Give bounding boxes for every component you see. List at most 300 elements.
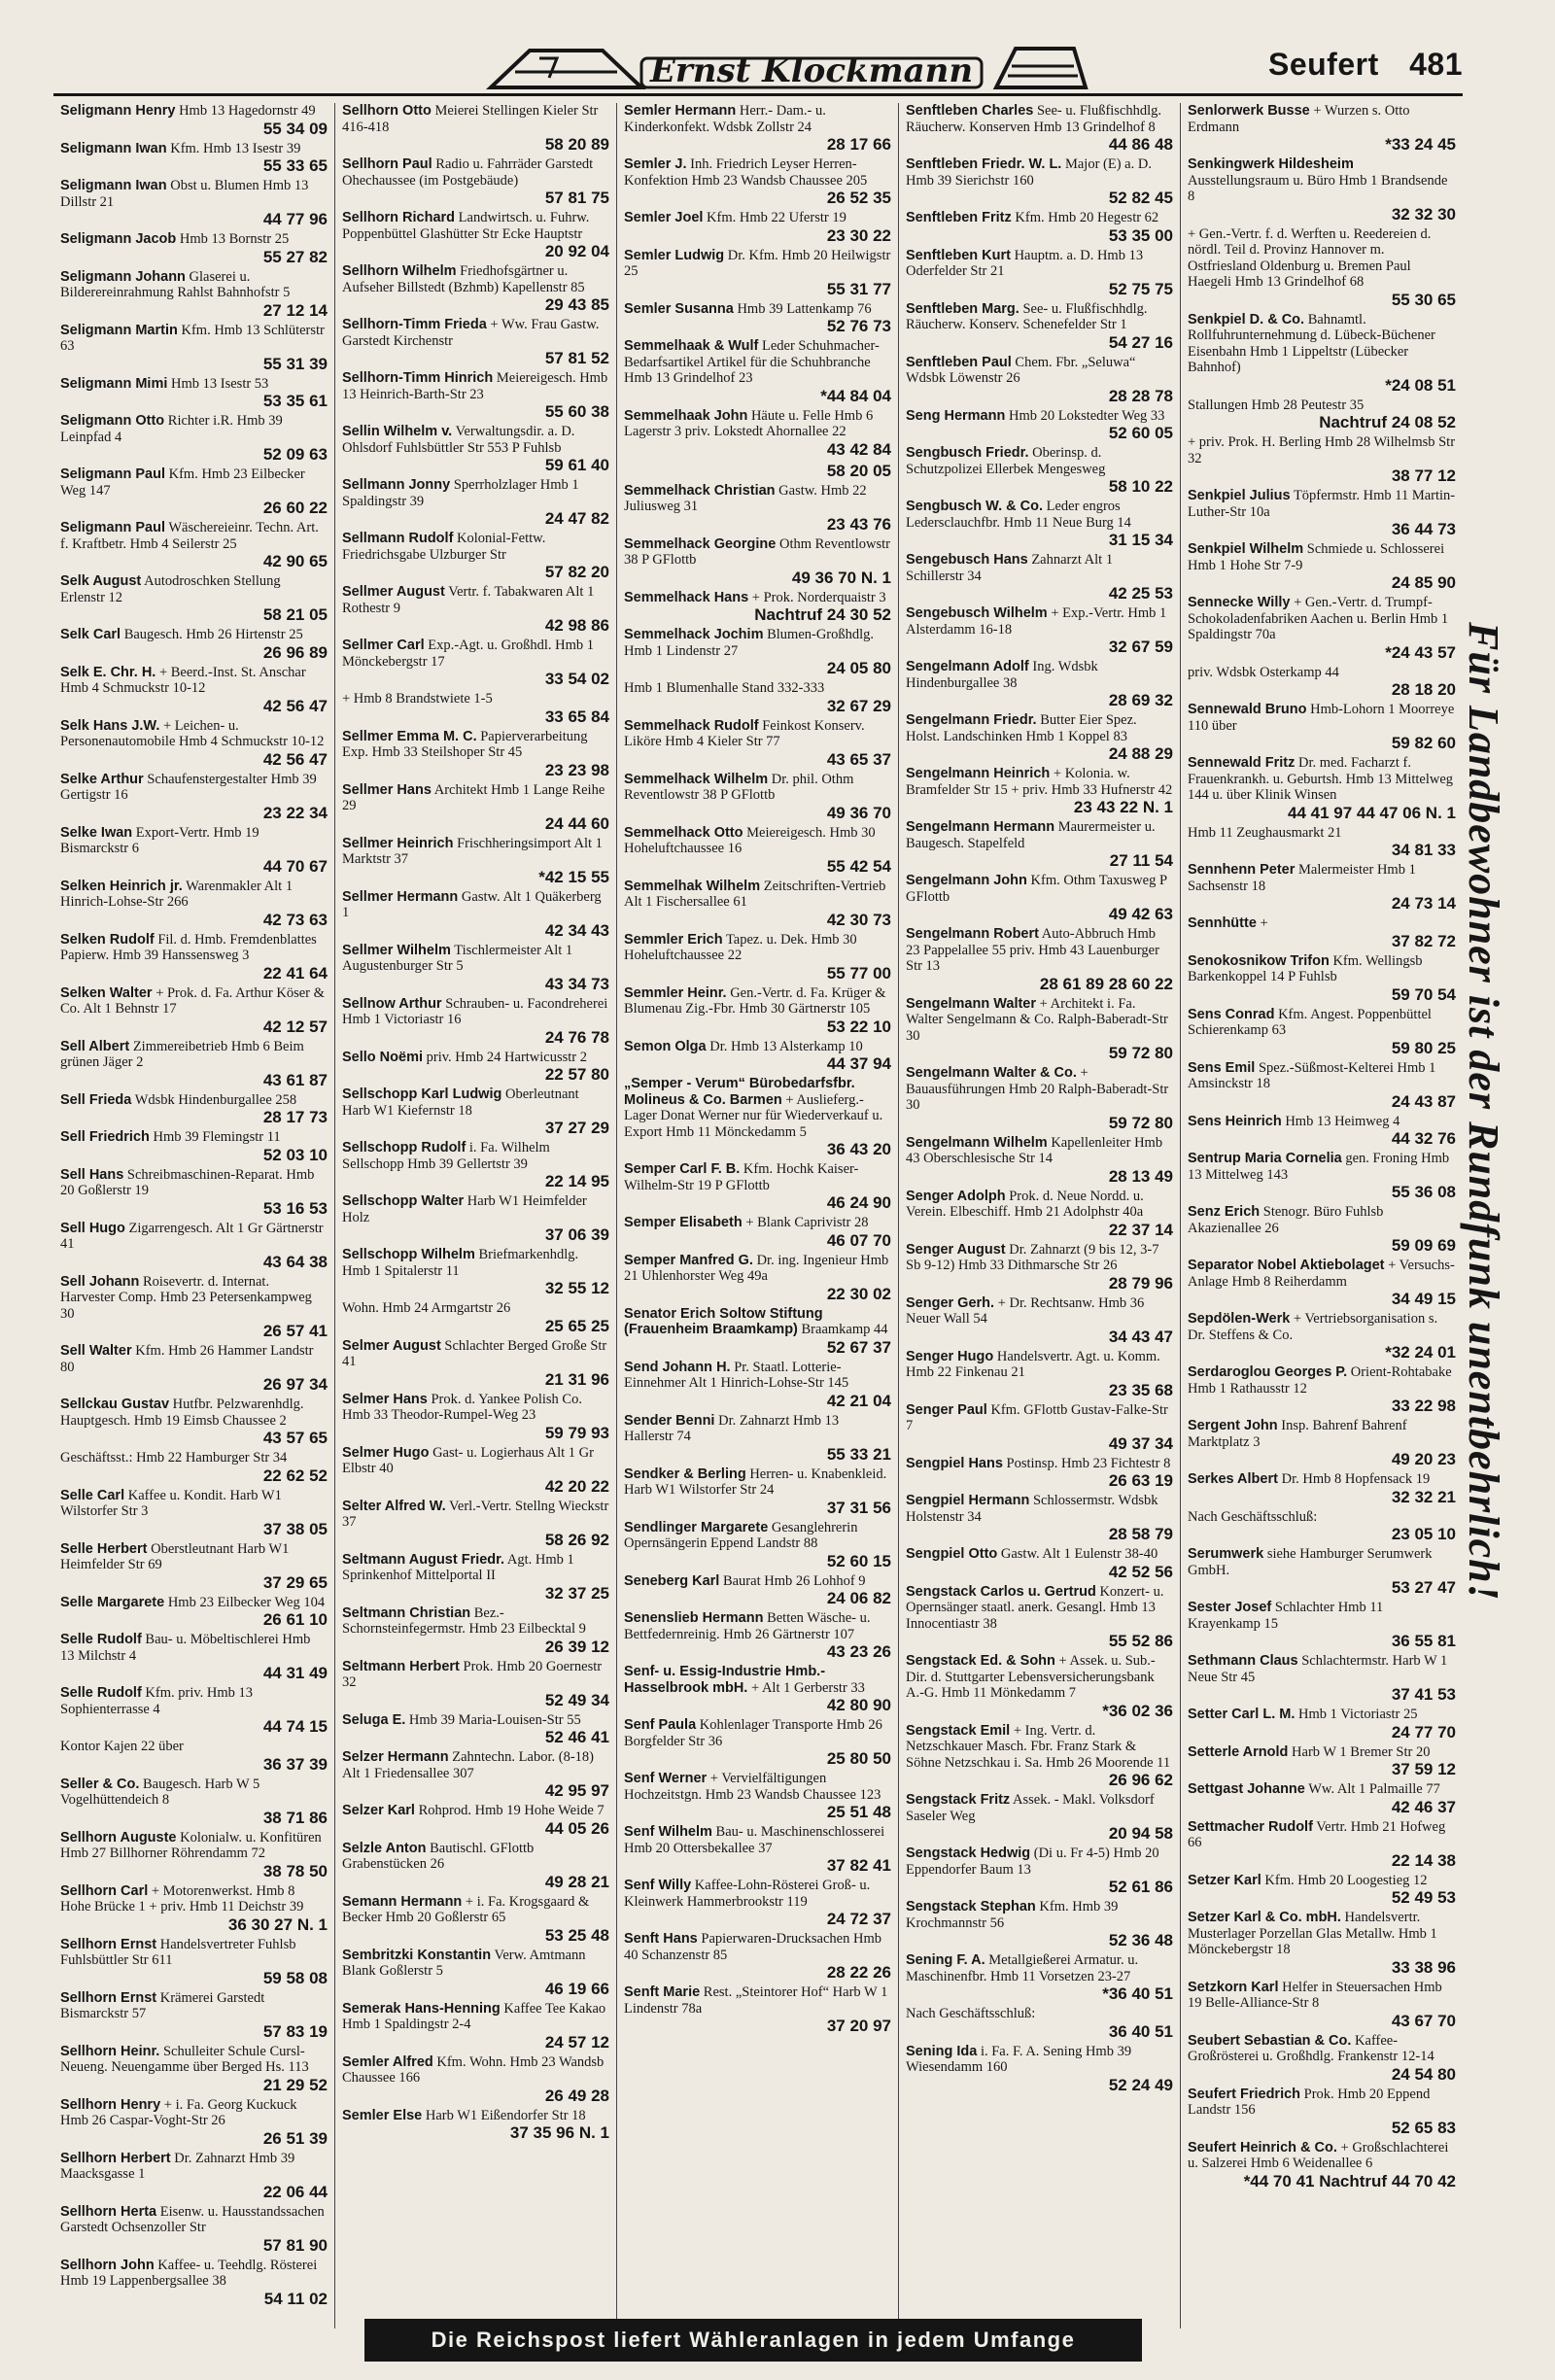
entry-details: Töpfermstr. Hmb 11 Martin-Luther-Str 10a	[1188, 488, 1456, 520]
entry-name: Sello Noëmi	[342, 1049, 423, 1065]
entry-name: Selter Alfred W.	[342, 1498, 446, 1514]
entry-details: Wohn. Hmb 24 Armgartstr 26	[342, 1300, 511, 1316]
entry-phone: 42 12 57	[262, 1017, 328, 1036]
entry-name: Sengelmann Wilhelm	[906, 1134, 1048, 1151]
entry-phone: 27 12 14	[262, 300, 328, 320]
entry-details: + Exp.-Vertr. Hmb 1 Alsterdamm 16-18	[906, 605, 1167, 638]
directory-entry	[1188, 226, 1456, 309]
directory-entry	[342, 1499, 609, 1549]
entry-name: Setter Carl L. M.	[1188, 1707, 1296, 1722]
entry-phone: 24 06 82	[826, 1589, 891, 1607]
entry-details: Auto-Abbruch Hmb 23 Pappelallee 55 priv. Hmb 43 Lauenburger Str 13	[906, 926, 1159, 974]
directory-entry	[906, 766, 1173, 816]
entry-name: Seng Hermann	[906, 407, 1006, 424]
entry-name: Sellschopp Walter	[342, 1193, 465, 1209]
entry-name: Semper Elisabeth	[624, 1215, 743, 1230]
entry-phone: 36 44 73	[1391, 520, 1456, 538]
directory-entry	[342, 531, 609, 581]
entry-name: Sellhorn Richard	[342, 210, 456, 225]
directory-entry	[342, 729, 609, 779]
entry-phone: 52 49 34	[544, 1690, 609, 1709]
entry-phone: 57 82 20	[544, 563, 609, 581]
directory-entry	[1188, 1509, 1456, 1544]
directory-entry	[60, 2258, 328, 2308]
directory-entry	[1188, 915, 1456, 950]
entry-name: Send Johann H.	[624, 1359, 731, 1375]
entry-name: Sellhorn Herta	[60, 2203, 157, 2220]
directory-entry	[60, 231, 328, 266]
entry-details: + Vervielfältigungen Hochzeitstgn. Hmb 23 Wandsb Chaussee 123	[624, 1771, 881, 1803]
entry-details: Butter Eier Spez. Holst. Landschinken Hmb 1 Koppel 83	[906, 712, 1137, 744]
entry-details: Tapez. u. Dek. Hmb 30 Hoheluftchaussee 22	[624, 931, 857, 963]
entry-details: Ww. Alt 1 Palmaille 77	[1308, 1781, 1440, 1797]
entry-phone: 37 31 56	[826, 1498, 891, 1517]
entry-details: + Ww. Frau Gastw. Garstedt Kirchenstr	[342, 317, 600, 349]
entry-name: Sengelmann Heinrich	[906, 766, 1051, 781]
entry-details: Geschäftsst.: Hmb 22 Hamburger Str 34	[60, 1450, 288, 1466]
entry-name: Senf Willy	[624, 1878, 692, 1893]
directory-entry	[624, 156, 891, 207]
entry-name: Sell Hugo	[60, 1220, 125, 1236]
entry-name: Sell Hans	[60, 1166, 124, 1183]
directory-entry	[906, 1845, 1173, 1896]
directory-entry	[624, 536, 891, 587]
directory-entry	[1188, 702, 1456, 752]
directory-entry	[624, 103, 891, 154]
entry-name: Sengstack Stephan	[906, 1899, 1036, 1914]
directory-entry	[624, 1717, 891, 1768]
directory-entry	[342, 943, 609, 993]
entry-details: siehe Hamburger Serumwerk GmbH.	[1188, 1546, 1433, 1578]
entry-phone: *36 02 36	[1102, 1701, 1173, 1720]
directory-entry	[342, 210, 609, 260]
footer-banner: Die Reichspost liefert Wähleranlagen in jedem Umfange	[364, 2319, 1142, 2362]
directory-entry	[1188, 1258, 1456, 1308]
directory-column-4	[899, 103, 1181, 2328]
entry-details: Bahnamtl. Rollfuhrunternehmung d. Lübeck-Büchener Eisenbahn Hmb 1 Lippeltstr (Lübecker Bahnhof)	[1188, 311, 1435, 375]
entry-name: Seligmann Paul	[60, 520, 165, 535]
entry-phone: 55 52 86	[1108, 1632, 1173, 1650]
entry-details: Assek. - Makl. Volksdorf Saseler Weg	[906, 1792, 1155, 1824]
entry-phone: 34 81 33	[1391, 841, 1456, 859]
entry-details: Kfm. Hmb 13 Isestr 39	[170, 140, 301, 156]
entry-name: Sellhorn Heinr.	[60, 2043, 160, 2059]
entry-details: Architekt Hmb 1 Lange Reihe 29	[342, 781, 605, 813]
directory-entry	[1188, 488, 1456, 538]
entry-name: Sellmer Wilhelm	[342, 942, 451, 958]
entry-name: Sennhenn Peter	[1188, 862, 1296, 878]
entry-phone: 46 07 70	[826, 1230, 891, 1250]
directory-entry	[60, 2097, 328, 2148]
entry-name: Selmer Hans	[342, 1391, 428, 1407]
entry-name: Seligmann Otto	[60, 413, 165, 429]
entry-details: Papierwaren-Drucksachen Hmb 40 Schanzenstr 85	[624, 1931, 881, 1963]
entry-details: Oberinsp. d. Schutzpolizei Ellerbek Mengesweg	[906, 445, 1106, 477]
entry-phone: 59 58 08	[262, 1968, 328, 1987]
entry-phone: 28 18 20	[1391, 680, 1456, 699]
directory-entry	[60, 1092, 328, 1127]
entry-name: Sengstack Ed. & Sohn	[906, 1653, 1055, 1669]
directory-entry	[60, 520, 328, 570]
entry-details: Dr. phil. Othm Reventlowstr 38 P GFlottb	[624, 771, 854, 803]
entry-name: Senkpiel D. & Co.	[1188, 311, 1305, 328]
entry-details: Frischheringsimport Alt 1 Marktstr 37	[342, 835, 603, 867]
entry-details: Stenogr. Büro Fuhlsb Akazienallee 26	[1188, 1204, 1384, 1236]
entry-details: Wdsbk Hindenburgallee 258	[134, 1091, 297, 1108]
entry-name: Senftleben Kurt	[906, 247, 1011, 263]
entry-phone: 49 36 70 N. 1	[791, 568, 891, 587]
entry-details: Kaffee- u. Teehdlg. Rösterei Hmb 19 Lappenbergsallee 38	[60, 2257, 318, 2289]
entry-name: Sengelmann Robert	[906, 926, 1039, 942]
directory-entry	[624, 1664, 891, 1714]
directory-entry	[624, 985, 891, 1036]
directory-entry	[1188, 1060, 1456, 1111]
directory-entry	[60, 1595, 328, 1630]
entry-phone: *44 70 41 Nachtruf 44 70 42	[1243, 2171, 1456, 2190]
entry-details: + Auslieferg.-Lager Donat Werner nur für Wiederverkauf u. Export Hmb 11 Mönckedamm 5	[624, 1091, 883, 1140]
entry-details: Spez.-Süßmost-Kelterei Hmb 1 Amsinckstr 18	[1188, 1059, 1436, 1091]
entry-name: Sethmann Claus	[1188, 1653, 1298, 1669]
entry-name: Sellnow Arthur	[342, 995, 442, 1012]
entry-phone: 37 20 97	[826, 2017, 891, 2035]
directory-entry	[1188, 595, 1456, 662]
entry-details: Insp. Bahrenf Bahrenf Marktplatz 3	[1188, 1418, 1407, 1450]
entry-details: Dr. Kfm. Hmb 20 Heilwigstr 25	[624, 247, 891, 279]
entry-phone: 46 19 66	[544, 1979, 609, 1998]
entry-name: Selk August	[60, 573, 142, 589]
entry-details: Kaffee-Lohn-Rösterei Groß- u. Kleinwerk Hammerbrookstr 119	[624, 1878, 871, 1910]
directory-entry	[906, 1584, 1173, 1651]
entry-details: Hmb 11 Zeughausmarkt 21	[1188, 824, 1342, 841]
entry-phone: 28 17 66	[826, 135, 891, 154]
entry-name: Semler Alfred	[342, 2053, 433, 2070]
entry-details: Meierei Stellingen Kieler Str 416-418	[342, 103, 599, 135]
entry-details: Schmiede u. Schlosserei Hmb 1 Hohe Str 7-9	[1188, 541, 1445, 573]
entry-phone: 43 67 70	[1391, 2011, 1456, 2030]
entry-details: Baurat Hmb 26 Lohhof 9	[722, 1572, 866, 1589]
directory-entry	[60, 1274, 328, 1341]
entry-phone: 43 61 87	[262, 1070, 328, 1089]
entry-details: + Blank Caprivistr 28	[745, 1215, 869, 1230]
entry-name: Sentrup Maria Cornelia	[1188, 1151, 1342, 1166]
entry-details: Dr. Zahnarzt (9 bis 12, 3-7 Sb 9-12) Hmb 33 Dithmarsche Str 26	[906, 1241, 1159, 1273]
entry-name: Semmelhack Georgine	[624, 535, 777, 552]
entry-name: Semmelhak Wilhelm	[624, 878, 761, 894]
entry-name: Setzer Karl	[1188, 1872, 1261, 1888]
entry-details: Major (E) a. D. Hmb 39 Sierichstr 160	[906, 156, 1152, 189]
entry-name: Selk Hans J.W.	[60, 717, 160, 734]
entry-details: Prok. d. Yankee Polish Co. Hmb 33 Theodor-Rumpel-Weg 23	[342, 1391, 582, 1423]
entry-phone: 59 72 80	[1108, 1113, 1173, 1132]
entry-phone: 32 67 59	[1108, 638, 1173, 656]
directory-entry	[342, 2108, 609, 2143]
entry-details: Zahntechn. Labor. (8-18) Alt 1 Friedensallee 307	[342, 1749, 594, 1781]
entry-details: Handelsvertreter Fuhlsb Fuhlsbüttler Str 611	[60, 1936, 296, 1968]
entry-name: Senokosnikow Trifon	[1188, 952, 1330, 969]
entry-phone: 58 26 92	[544, 1530, 609, 1549]
entry-phone: 55 33 21	[826, 1444, 891, 1464]
entry-details: + Architekt i. Fa. Walter Sengelmann & Co. Ralph-Baberadt-Str 30	[906, 995, 1168, 1044]
entry-details: Fil. d. Hmb. Fremdenblattes Papierw. Hmb 39 Hanssensweg 3	[60, 931, 317, 963]
entry-details: Schrauben- u. Facondreherei Hmb 1 Victoriastr 16	[342, 995, 608, 1027]
entry-details: Warenmakler Alt 1 Hinrich-Lohse-Str 266	[60, 878, 294, 910]
directory-entry	[1188, 1151, 1456, 1201]
directory-entry	[906, 819, 1173, 870]
entry-details: Schlachter Hmb 11 Krayenkamp 15	[1188, 1600, 1384, 1632]
entry-details: Braamkamp 44	[801, 1322, 888, 1337]
entry-details: Bau- u. Möbeltischlerei Hmb 13 Milchstr 4	[60, 1632, 311, 1664]
directory-entry	[342, 1712, 609, 1747]
entry-phone: 55 27 82	[262, 247, 328, 266]
entry-name: Sellschopp Wilhelm	[342, 1247, 475, 1262]
entry-details: Kfm. Hmb 23 Eilbecker Weg 147	[60, 466, 305, 499]
ernst-klockmann-logo	[471, 43, 1093, 93]
directory-entry	[624, 1076, 891, 1158]
directory-entry	[1188, 397, 1456, 432]
entry-phone: 44 70 67	[262, 856, 328, 876]
directory-entry	[624, 1466, 891, 1517]
entry-details: Schulleiter Schule Cursl-Neueng. Neuengamme über Berged Hs. 113	[60, 2043, 309, 2075]
directory-entry	[60, 1937, 328, 1987]
entry-phone: 59 82 60	[1391, 734, 1456, 752]
entry-details: + priv. Prok. H. Berling Hmb 28 Wilhelmsb Str 32	[1188, 434, 1456, 466]
directory-entry	[1188, 1707, 1456, 1742]
entry-name: Setzer Karl & Co. mbH.	[1188, 1910, 1341, 1925]
entry-name: Sengbusch W. & Co.	[906, 499, 1043, 514]
directory-entry	[60, 1830, 328, 1880]
directory-entry	[1188, 156, 1456, 224]
entry-details: Leder engros Ledersclauchfbr. Hmb 11 Neue Burg 14	[906, 499, 1131, 531]
entry-details: Hmb 1 Victoriastr 25	[1298, 1707, 1418, 1722]
entry-phone: Nachtruf 24 30 52	[754, 605, 891, 624]
entry-phone: 28 28 78	[1108, 386, 1173, 405]
directory-entry	[342, 691, 609, 726]
entry-details: Kaffee-Großrösterei u. Großhdlg. Frankenstr 12-14	[1188, 2032, 1434, 2064]
entry-details: Baugesch. Harb W 5 Vogelhüttendeich 8	[60, 1776, 260, 1808]
entry-name: Serumwerk	[1188, 1546, 1264, 1562]
entry-phone: 46 24 90	[826, 1193, 891, 1212]
directory-entry	[624, 1573, 891, 1608]
entry-name: „Semper - Verum“ Bürobedarfsfbr. Molineus & Co. Barmen	[624, 1076, 855, 1108]
entry-name: Selle Carl	[60, 1487, 125, 1503]
entry-name: Seller & Co.	[60, 1776, 140, 1792]
entry-name: Settmacher Rudolf	[1188, 1818, 1313, 1835]
entry-name: Semmelhack Hans	[624, 589, 749, 605]
entry-phone: 26 51 39	[262, 2128, 328, 2148]
entry-phone: 58 10 22	[1108, 477, 1173, 496]
entry-details: Prok. d. Neue Nordd. u. Verein. Elbeschiff. Hmb 21 Adolphstr 40a	[906, 1188, 1144, 1220]
entry-name: Seneberg Karl	[624, 1572, 720, 1589]
entry-details: Hmb 20 Lokstedter Weg 33	[1008, 407, 1165, 424]
entry-name: Selk Carl	[60, 627, 121, 642]
entry-phone: 22 30 02	[826, 1284, 891, 1303]
entry-phone: 37 82 41	[826, 1856, 891, 1875]
directory-entry	[60, 1450, 328, 1485]
entry-details: Orient-Rohtabake Hmb 1 Rathausstr 12	[1188, 1364, 1452, 1397]
directory-entry	[906, 1189, 1173, 1239]
directory-entry	[1188, 1873, 1456, 1908]
entry-details: + i. Fa. Georg Kuckuck Hmb 26 Caspar-Voght-Str 26	[60, 2096, 297, 2128]
entry-phone: 26 60 22	[262, 499, 328, 517]
entry-details: Hmb 1 Blumenhalle Stand 332-333	[624, 680, 825, 696]
entry-details: Rest. „Steintorer Hof“ Harb W 1 Lindenstr 78a	[624, 1984, 888, 2017]
entry-name: Semmelhaak & Wulf	[624, 338, 759, 354]
entry-name: Sellmer Heinrich	[342, 835, 454, 851]
entry-phone: 57 83 19	[262, 2021, 328, 2041]
entry-details: Schreibmaschinen-Reparat. Hmb 20 Goßlerstr 19	[60, 1166, 315, 1198]
entry-name: Senger Paul	[906, 1401, 987, 1418]
entry-details: Nach Geschäftsschluß:	[1188, 1508, 1318, 1525]
directory-entry	[906, 445, 1173, 496]
directory-entry	[342, 1552, 609, 1603]
entry-phone: 55 31 39	[262, 354, 328, 373]
entry-phone: 38 71 86	[262, 1808, 328, 1827]
directory-entry	[1188, 755, 1456, 822]
entry-details: i. Fa. F. A. Sening Hmb 39 Wiesendamm 160	[906, 2043, 1132, 2075]
side-slogan	[1460, 622, 1547, 1730]
entry-phone: 42 98 86	[544, 616, 609, 635]
entry-details: Zeitschriften-Vertrieb Alt 1 Fischersallee 61	[624, 878, 886, 910]
directory-entry	[1188, 825, 1456, 860]
entry-phone: 28 22 26	[826, 1963, 891, 1982]
entry-details: Othm Reventlowstr 38 P GFlottb	[624, 535, 890, 568]
entry-phone: 59 79 93	[544, 1423, 609, 1442]
entry-name: Senftleben Paul	[906, 354, 1012, 370]
entry-name: Senz Erich	[1188, 1204, 1261, 1220]
running-head-name: Seufert	[1267, 47, 1379, 82]
directory-column-5	[1181, 103, 1463, 2328]
directory-entry	[342, 1948, 609, 1998]
entry-phone: 49 36 70	[826, 803, 891, 822]
entry-name: Sellmann Jonny	[342, 477, 451, 493]
entry-name: Sendker & Berling	[624, 1466, 746, 1482]
directory-entry	[1188, 1819, 1456, 1870]
entry-phone: 53 16 53	[262, 1198, 328, 1218]
entry-phone: 53 25 48	[544, 1925, 609, 1945]
directory-entry	[624, 1039, 891, 1074]
entry-phone: 26 97 34	[262, 1375, 328, 1394]
entry-phone: 42 52 56	[1108, 1562, 1173, 1581]
entry-name: Sepdölen-Werk	[1188, 1311, 1291, 1327]
entry-details: Kfm. Wohn. Hmb 23 Wandsb Chaussee 166	[342, 2053, 605, 2086]
entry-phone: 23 05 10	[1391, 1525, 1456, 1543]
page-number: 481	[1409, 47, 1463, 82]
directory-entry	[60, 269, 328, 320]
entry-details: Kohlenlager Transporte Hmb 26 Borgfelder Str 36	[624, 1717, 882, 1749]
directory-entry	[906, 926, 1173, 993]
directory-entry	[60, 1488, 328, 1538]
directory-entry	[1188, 1653, 1456, 1704]
entry-phone: 33 38 96	[1391, 1957, 1456, 1977]
entry-phone: 24 05 80	[826, 659, 891, 677]
entry-name: Semmler Erich	[624, 931, 723, 948]
entry-name: Selle Rudolf	[60, 1685, 142, 1701]
entry-details: Betten Wäsche- u. Bettfedernreinig. Hmb 26 Gärtnerstr 107	[624, 1610, 871, 1642]
directory-entry	[906, 1952, 1173, 2003]
entry-name: Semmler Heinr.	[624, 984, 727, 1001]
entry-phone: 59 80 25	[1391, 1038, 1456, 1057]
entry-details: Tischlermeister Alt 1 Augustenburger Str 5	[342, 942, 573, 974]
entry-phone: 52 75 75	[1108, 279, 1173, 298]
entry-name: Senf Paula	[624, 1717, 697, 1733]
entry-name: Semerak Hans-Henning	[342, 2000, 501, 2017]
entry-details: Kfm. Othm Taxusweg P GFlottb	[906, 873, 1167, 905]
directory-entry	[342, 424, 609, 474]
entry-details: Schlossermstr. Wdsbk Holstenstr 34	[906, 1493, 1158, 1525]
entry-details: Meiereigesch. Hmb 30 Hoheluftchaussee 16	[624, 824, 876, 856]
entry-details: Agt. Hmb 1 Sprinkenhof Mittelportal II	[342, 1551, 574, 1583]
directory-entry	[624, 462, 891, 480]
directory-entry	[342, 1050, 609, 1085]
entry-name: Sellhorn John	[60, 2257, 155, 2273]
directory-entry	[342, 782, 609, 833]
entry-details: Kaffee Tee Kakao Hmb 1 Spaldingstr 2-4	[342, 2000, 606, 2032]
directory-entry	[342, 477, 609, 528]
entry-phone: 24 54 80	[1391, 2064, 1456, 2084]
entry-name: Sengebusch Hans	[906, 552, 1028, 568]
entry-details: Malermeister Hmb 1 Sachsenstr 18	[1188, 862, 1416, 894]
entry-name: Senger Adolph	[906, 1188, 1006, 1204]
entry-details: Gastw. Alt 1 Eulenstr 38-40	[1000, 1546, 1158, 1562]
entry-details: Papierverarbeitung Exp. Hmb 33 Steilshoper Str 45	[342, 728, 588, 760]
directory-entry	[60, 1883, 328, 1934]
entry-details: Hmb 13 Isestr 53	[171, 375, 269, 392]
directory-entry	[906, 1792, 1173, 1843]
entry-name: Sell Frieda	[60, 1091, 132, 1108]
entry-name: Sellschopp Karl Ludwig	[342, 1087, 502, 1102]
entry-name: Seufert Friedrich	[1188, 2086, 1301, 2102]
entry-phone: 58 21 05	[262, 605, 328, 624]
entry-phone: 52 36 48	[1108, 1931, 1173, 1949]
entry-name: Sengelmann Walter & Co.	[906, 1065, 1077, 1081]
entry-details: Herren- u. Knabenkleid. Harb W1 Wilstorfer Str 24	[624, 1466, 887, 1498]
directory-entry	[624, 1984, 891, 2035]
entry-details: Kfm. Hmb 39 Krochmannstr 56	[906, 1899, 1119, 1931]
entry-phone: 37 29 65	[262, 1572, 328, 1592]
entry-phone: 32 32 30	[1391, 204, 1456, 224]
directory-entry	[342, 996, 609, 1047]
entry-details: Oberstleutnant Harb W1 Heimfelder Str 69	[60, 1540, 290, 1572]
directory-entry	[624, 627, 891, 677]
entry-name: Selmer Hugo	[342, 1444, 430, 1461]
directory-entry	[60, 1397, 328, 1447]
directory-entry	[60, 466, 328, 517]
entry-details: Inh. Friedrich Leyser Herren-Konfektion Hmb 23 Wandsb Chaussee 205	[624, 156, 868, 189]
directory-entry	[342, 1087, 609, 1137]
entry-phone: 23 23 98	[544, 760, 609, 779]
entry-name: Semler Hermann	[624, 103, 737, 119]
directory-entry	[624, 483, 891, 534]
directory-entry	[342, 2001, 609, 2052]
entry-details: Kfm. Hochk Kaiser-Wilhelm-Str 19 P GFlottb	[624, 1161, 859, 1193]
entry-name: Selke Arthur	[60, 771, 144, 787]
directory-entry	[906, 605, 1173, 656]
directory-entry	[906, 1493, 1173, 1543]
entry-details: Nach Geschäftsschluß:	[906, 2006, 1036, 2021]
entry-details: Vertr. Hmb 21 Hofweg 66	[1188, 1818, 1446, 1850]
entry-phone: 36 55 81	[1391, 1632, 1456, 1650]
directory-entry	[60, 825, 328, 876]
entry-name: Seltmann Christian	[342, 1604, 471, 1621]
entry-name: Seubert Sebastian & Co.	[1188, 2032, 1352, 2049]
entry-details: Hmb-Lohorn 1 Moorreye 110 über	[1188, 702, 1455, 734]
directory-entry	[60, 2151, 328, 2201]
entry-name: Senftleben Friedr. W. L.	[906, 156, 1062, 172]
entry-name: Sellmann Rudolf	[342, 531, 454, 546]
entry-details: Leder Schuhmacher-Bedarfsartikel Artikel für die Schuhbranche Hmb 13 Grindelhof 23	[624, 338, 880, 386]
directory-entry	[60, 1221, 328, 1271]
entry-phone: 42 30 73	[826, 910, 891, 929]
